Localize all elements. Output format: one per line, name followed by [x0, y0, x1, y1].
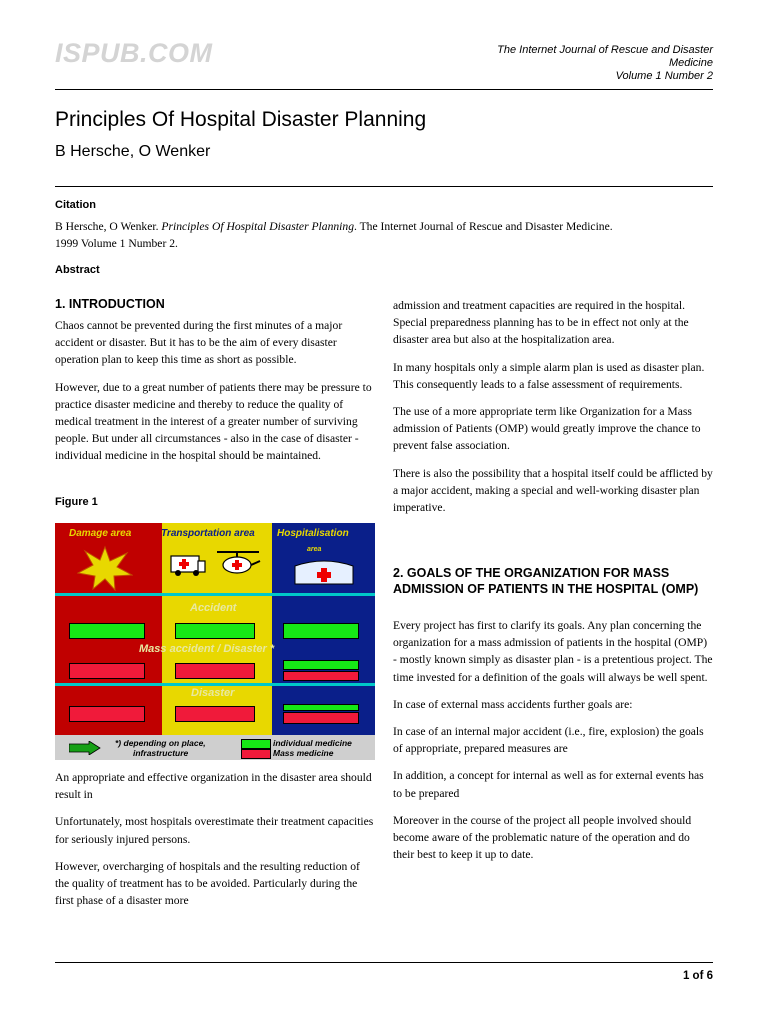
article-title: Principles Of Hospital Disaster Planning	[55, 108, 427, 131]
header-rule	[55, 89, 713, 90]
journal-info	[413, 44, 713, 83]
citation-authors: B Hersche, O Wenker.	[55, 220, 159, 233]
goals-paragraph-4: In addition, a concept for internal as well as for external events has to be prepared	[393, 769, 704, 800]
explosion-icon	[77, 545, 133, 591]
legend-red-swatch	[241, 749, 271, 759]
abstract-label: Abstract	[55, 264, 100, 276]
figure-footnote-line1: *) depending on place,	[115, 738, 206, 748]
goals-paragraph-1: Every project has first to clarify its goals. Any plan concerning the organization for a mass admission of patients in the hospital (OMP) - mostly known simply as disaster plan - is a pretentious project. The time invested for a definition of the goals will always be well spent.	[393, 619, 713, 684]
title-rule	[55, 186, 713, 187]
arrow-icon	[69, 741, 101, 755]
figure-divider-2	[55, 683, 375, 686]
journal-name-line1: The Internet Journal of Rescue and Disaster	[497, 44, 713, 56]
right-paragraph-3: The use of a more appropriate term like Organization for a Mass admission of Patients (OMP) would greatly improve the chance to prevent false association.	[393, 405, 701, 453]
left-column-top	[55, 317, 375, 475]
figure-footnote-line2: infrastructure	[133, 748, 189, 758]
intro-paragraph-1: Chaos cannot be prevented during the first minutes of a major accident or disaster. But it has to be the aim of every disaster operation plan to keep this time as short as possible.	[55, 319, 343, 367]
journal-name-line2: Medicine	[668, 57, 713, 69]
legend-red-label: Mass medicine	[273, 748, 334, 758]
goals-paragraph-5: Moreover in the course of the project all people involved should become aware of the problematic nature of the operation and do their best to keep it up to date.	[393, 813, 692, 862]
disaster-transport-bar	[175, 706, 255, 722]
right-paragraph-2: In many hospitals only a simple alarm plan is used as disaster plan. This consequently leads to a false assessment of requirements.	[393, 360, 705, 391]
article-authors: B Hersche, O Wenker	[55, 143, 211, 160]
figure-hospital-title: Hospitalisation	[277, 528, 349, 539]
figure-label: Figure 1	[55, 496, 98, 508]
site-logo[interactable]: ISPUB.COM	[55, 38, 213, 68]
goals-paragraph-2: In case of external mass accidents further goals are:	[393, 697, 633, 711]
figure-legend	[55, 735, 375, 760]
mass-damage-bar	[69, 663, 145, 679]
citation-source: . The Internet Journal of Rescue and Disaster Medicine.	[354, 220, 613, 233]
figure-1	[55, 523, 375, 760]
right-column-top	[393, 297, 713, 526]
figure-transport-title: Transportation area	[161, 528, 255, 539]
disaster-hospital-bar-red	[283, 712, 359, 724]
ambulance-icon	[170, 553, 206, 577]
helicopter-icon	[215, 549, 261, 577]
hospital-icon	[293, 558, 355, 586]
mass-hospital-bar-red	[283, 671, 359, 681]
figure-hospital-subtitle: area	[307, 546, 322, 553]
right-paragraph-4: There is also the possibility that a hospital itself could be afflicted by a major accident, making a special and well-working disaster plan imperative.	[393, 466, 713, 515]
accident-damage-bar	[69, 623, 145, 639]
right-paragraph-1: admission and treatment capacities are required in the hospital. Special preparedness planning has to be in effect not only at the disaster area but also at the hospitalization area.	[393, 299, 689, 347]
footer-rule	[55, 962, 713, 963]
page-number: 1 of 6	[682, 970, 713, 982]
mass-hospital-bar-green	[283, 660, 359, 670]
intro-paragraph-4: Unfortunately, most hospitals overestimate their treatment capacities for seriously injured persons.	[55, 815, 374, 846]
disaster-damage-bar	[69, 706, 145, 722]
right-column-bottom	[393, 617, 713, 873]
left-column-bottom	[55, 769, 375, 919]
intro-heading: 1. INTRODUCTION	[55, 297, 165, 311]
citation-label: Citation	[55, 199, 96, 211]
figure-row-disaster: Disaster	[191, 687, 235, 699]
figure-row-accident: Accident	[190, 602, 237, 614]
goals-paragraph-3: In case of an internal major accident (i.e., fire, explosion) the goals of appropriate, prepared measures are	[393, 725, 704, 756]
figure-row-mass-accident: Mass accident / Disaster *	[139, 643, 275, 655]
figure-divider-1	[55, 593, 375, 596]
goals-heading: 2. GOALS OF THE ORGANIZATION FOR MASS ADMISSION OF PATIENTS IN THE HOSPITAL (OMP)	[393, 566, 699, 596]
citation-text	[55, 218, 715, 252]
figure-damage-title: Damage area	[69, 528, 132, 539]
citation-title: Principles Of Hospital Disaster Planning	[161, 220, 354, 233]
intro-paragraph-5: However, overcharging of hospitals and the resulting reduction of the quality of treatment has to be avoided. Particularly during the first phase of a disaster more	[55, 859, 360, 908]
intro-paragraph-2: However, due to a great number of patients there may be pressure to practice disaster medicine and thereby to reduce the quality of medical treatment in the interest of a greater number of surviving people. But under all circumstances - also in the case of disaster - individual medicine in the hospital should be maintained.	[55, 380, 372, 463]
legend-green-label: individual medicine	[273, 738, 352, 748]
accident-hospital-bar	[283, 623, 359, 639]
intro-paragraph-3: An appropriate and effective organization in the disaster area should result in	[55, 771, 372, 802]
accident-transport-bar	[175, 623, 255, 639]
disaster-hospital-bar-green	[283, 704, 359, 711]
legend-green-swatch	[241, 739, 271, 749]
mass-transport-bar	[175, 663, 255, 679]
citation-volume: 1999 Volume 1 Number 2.	[55, 237, 178, 251]
journal-volume: Volume 1 Number 2	[615, 70, 713, 82]
